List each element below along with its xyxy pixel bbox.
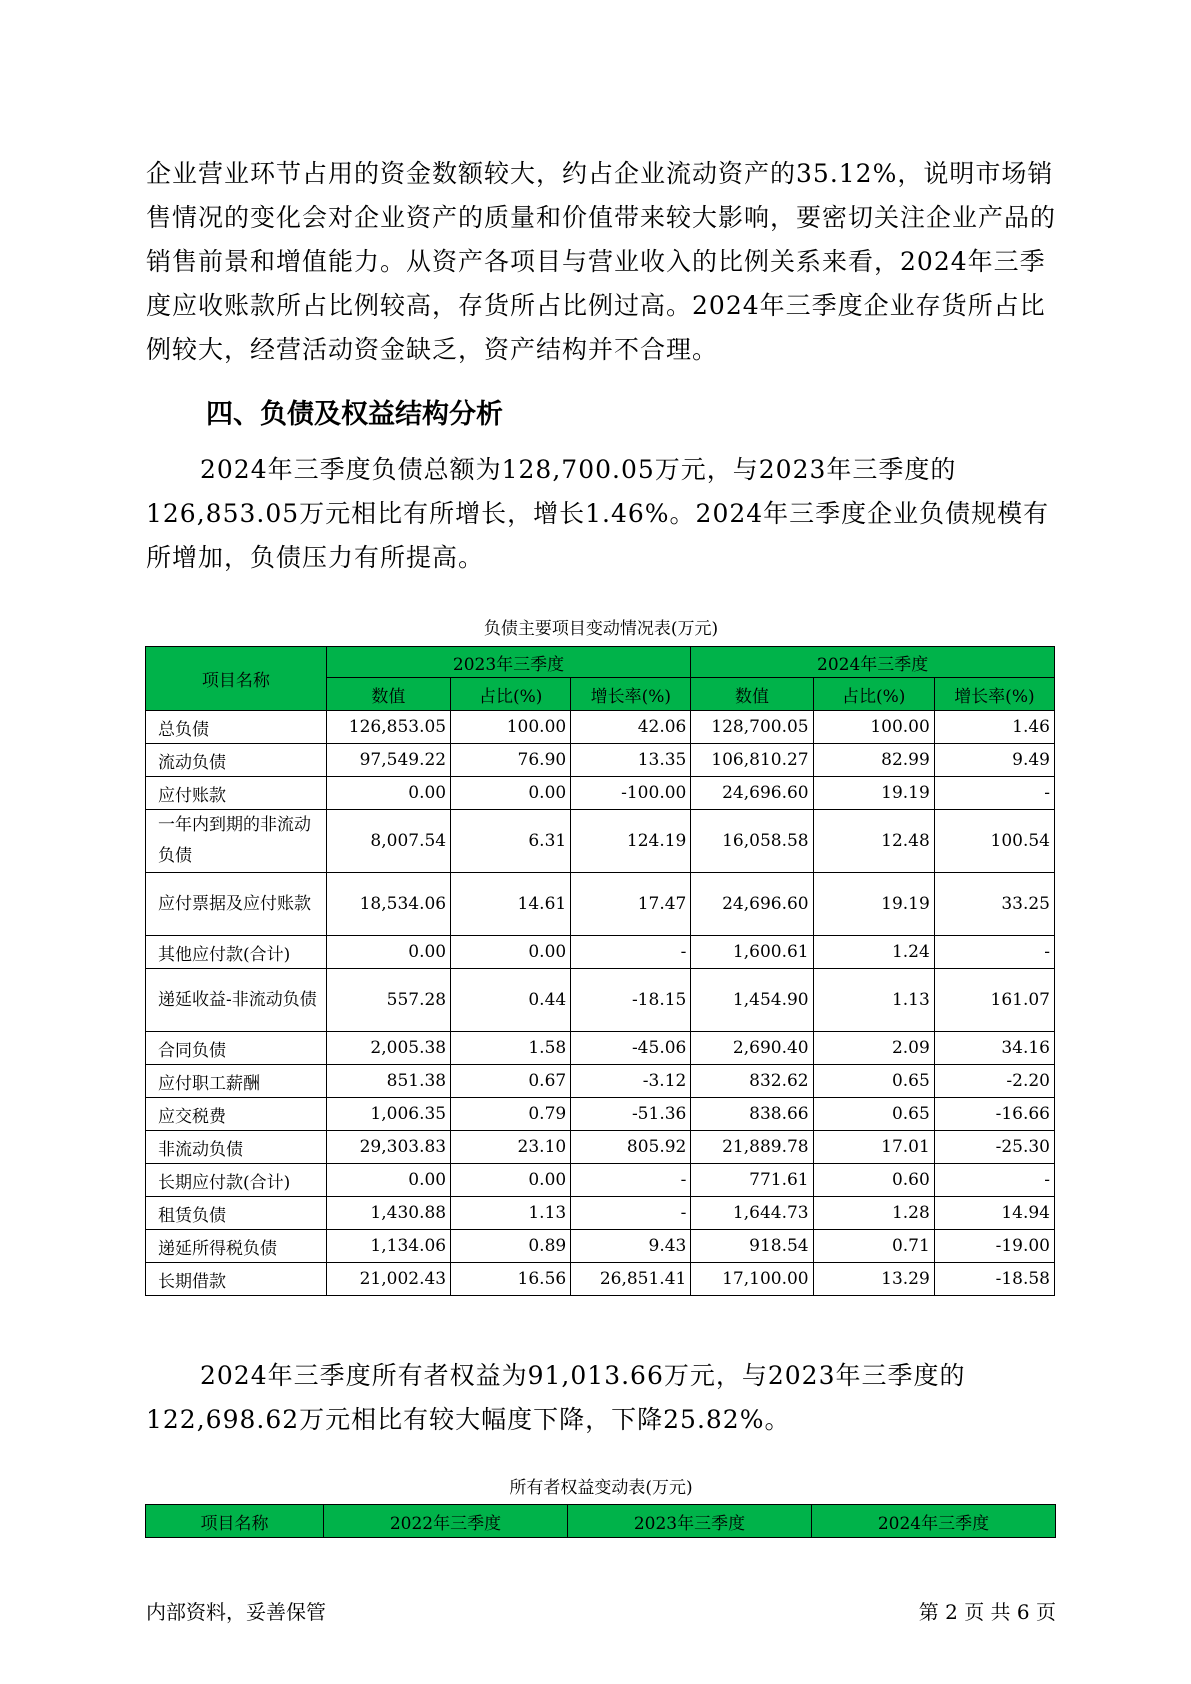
- ratio-2024: 12.48: [813, 810, 934, 873]
- ratio-2024: 100.00: [813, 711, 934, 744]
- value-2024: 838.66: [691, 1098, 813, 1131]
- growth-2024: 14.94: [934, 1197, 1054, 1230]
- ratio-2024: 0.65: [813, 1065, 934, 1098]
- ratio-2023: 23.10: [451, 1131, 571, 1164]
- value-2023: 21,002.43: [326, 1263, 450, 1296]
- row-name: 长期应付款(合计): [146, 1164, 327, 1197]
- ratio-2024: 2.09: [813, 1032, 934, 1065]
- growth-2023: -: [571, 1197, 691, 1230]
- subheader-ratio: 占比(%): [813, 678, 934, 711]
- table-row: [146, 1263, 1055, 1296]
- subheader-ratio: 占比(%): [451, 678, 571, 711]
- growth-2024: -25.30: [934, 1131, 1054, 1164]
- row-name: 合同负债: [146, 1032, 327, 1065]
- value-2023: 29,303.83: [326, 1131, 450, 1164]
- table-caption-liabilities: 负债主要项目变动情况表(万元): [483, 619, 719, 639]
- row-name: 应交税费: [146, 1098, 327, 1131]
- ratio-2023: 0.67: [451, 1065, 571, 1098]
- ratio-2023: 0.79: [451, 1098, 571, 1131]
- ratio-2023: 0.89: [451, 1230, 571, 1263]
- growth-2023: 42.06: [571, 711, 691, 744]
- header-period-2023: 2023年三季度: [568, 1505, 812, 1538]
- value-2024: 16,058.58: [691, 810, 813, 873]
- value-2023: 126,853.05: [326, 711, 450, 744]
- row-name: 递延所得税负债: [146, 1230, 327, 1263]
- growth-2024: 9.49: [934, 744, 1054, 777]
- value-2024: 1,600.61: [691, 936, 813, 969]
- header-period-2024: 2024年三季度: [812, 1505, 1056, 1538]
- ratio-2024: 1.24: [813, 936, 934, 969]
- table-row: [146, 1164, 1055, 1197]
- value-2023: 97,549.22: [326, 744, 450, 777]
- value-2023: 851.38: [326, 1065, 450, 1098]
- header-period-2024: 2024年三季度: [691, 647, 1055, 678]
- value-2024: 1,644.73: [691, 1197, 813, 1230]
- growth-2023: 26,851.41: [571, 1263, 691, 1296]
- equity-table: [145, 1504, 1056, 1538]
- growth-2024: 1.46: [934, 711, 1054, 744]
- growth-2023: -3.12: [571, 1065, 691, 1098]
- ratio-2023: 6.31: [451, 810, 571, 873]
- ratio-2023: 1.13: [451, 1197, 571, 1230]
- growth-2024: -: [934, 1164, 1054, 1197]
- growth-2023: 13.35: [571, 744, 691, 777]
- row-name: 长期借款: [146, 1263, 327, 1296]
- subheader-value: 数值: [326, 678, 450, 711]
- header-period-2022: 2022年三季度: [324, 1505, 568, 1538]
- table-row: [146, 936, 1055, 969]
- value-2024: 17,100.00: [691, 1263, 813, 1296]
- table-row: [146, 810, 1055, 873]
- table-row: [146, 1131, 1055, 1164]
- growth-2023: 124.19: [571, 810, 691, 873]
- value-2023: 1,430.88: [326, 1197, 450, 1230]
- ratio-2023: 0.00: [451, 777, 571, 810]
- value-2023: 18,534.06: [326, 873, 450, 936]
- row-name: 总负债: [146, 711, 327, 744]
- growth-2023: 9.43: [571, 1230, 691, 1263]
- value-2023: 1,006.35: [326, 1098, 450, 1131]
- ratio-2023: 100.00: [451, 711, 571, 744]
- ratio-2024: 0.60: [813, 1164, 934, 1197]
- table-row: [146, 777, 1055, 810]
- ratio-2023: 14.61: [451, 873, 571, 936]
- value-2024: 24,696.60: [691, 873, 813, 936]
- table-row: [146, 1197, 1055, 1230]
- table-row: [146, 1032, 1055, 1065]
- growth-2024: -16.66: [934, 1098, 1054, 1131]
- value-2024: 106,810.27: [691, 744, 813, 777]
- value-2023: 0.00: [326, 936, 450, 969]
- row-name: 流动负债: [146, 744, 327, 777]
- value-2024: 832.62: [691, 1065, 813, 1098]
- footer-page-number: 第 2 页 共 6 页: [918, 1600, 1056, 1624]
- row-name: 应付账款: [146, 777, 327, 810]
- growth-2023: 805.92: [571, 1131, 691, 1164]
- table-row: [146, 711, 1055, 744]
- section-heading: 四、负债及权益结构分析: [206, 399, 503, 430]
- ratio-2024: 0.71: [813, 1230, 934, 1263]
- footer-confidential: 内部资料，妥善保管: [146, 1600, 326, 1624]
- value-2023: 557.28: [326, 969, 450, 1032]
- row-name: 应付职工薪酬: [146, 1065, 327, 1098]
- value-2024: 21,889.78: [691, 1131, 813, 1164]
- row-name: 其他应付款(合计): [146, 936, 327, 969]
- ratio-2023: 0.00: [451, 1164, 571, 1197]
- ratio-2024: 13.29: [813, 1263, 934, 1296]
- paragraph-liabilities: 2024年三季度负债总额为128,700.05万元，与2023年三季度的126,853.05万元相比有所增长，增长1.46%。2024年三季度企业负债规模有所增加，负债压力有所提高。: [146, 455, 1050, 572]
- paragraph-equity: 2024年三季度所有者权益为91,013.66万元，与2023年三季度的122,698.62万元相比有较大幅度下降，下降25.82%。: [146, 1361, 966, 1434]
- ratio-2023: 76.90: [451, 744, 571, 777]
- ratio-2023: 1.58: [451, 1032, 571, 1065]
- table-row: [146, 1065, 1055, 1098]
- growth-2024: 100.54: [934, 810, 1054, 873]
- header-item-name: 项目名称: [146, 647, 327, 711]
- value-2023: 0.00: [326, 777, 450, 810]
- growth-2024: 34.16: [934, 1032, 1054, 1065]
- growth-2023: 17.47: [571, 873, 691, 936]
- ratio-2024: 1.13: [813, 969, 934, 1032]
- ratio-2023: 0.00: [451, 936, 571, 969]
- liabilities-table: [145, 646, 1055, 1296]
- subheader-growth: 增长率(%): [934, 678, 1054, 711]
- growth-2024: -: [934, 777, 1054, 810]
- value-2024: 1,454.90: [691, 969, 813, 1032]
- ratio-2024: 19.19: [813, 873, 934, 936]
- subheader-value: 数值: [691, 678, 813, 711]
- growth-2023: -: [571, 936, 691, 969]
- value-2023: 1,134.06: [326, 1230, 450, 1263]
- row-name: 递延收益-非流动负债: [146, 969, 327, 1032]
- growth-2023: -45.06: [571, 1032, 691, 1065]
- table-row: [146, 1098, 1055, 1131]
- growth-2024: 161.07: [934, 969, 1054, 1032]
- growth-2023: -100.00: [571, 777, 691, 810]
- table-row: [146, 873, 1055, 936]
- table-row: [146, 1230, 1055, 1263]
- value-2024: 2,690.40: [691, 1032, 813, 1065]
- table-row: [146, 969, 1055, 1032]
- growth-2024: 33.25: [934, 873, 1054, 936]
- growth-2023: -18.15: [571, 969, 691, 1032]
- header-item-name: 项目名称: [146, 1505, 324, 1538]
- growth-2024: -: [934, 936, 1054, 969]
- ratio-2024: 0.65: [813, 1098, 934, 1131]
- value-2024: 771.61: [691, 1164, 813, 1197]
- row-name: 应付票据及应付账款: [146, 873, 327, 936]
- paragraph-asset-structure: 企业营业环节占用的资金数额较大，约占企业流动资产的35.12%，说明市场销售情况的变化会对企业资产的质量和价值带来较大影响，要密切关注企业产品的销售前景和增值能力。从资产各项目与营业收入的比例关系来看，2024年三季度应收账款所占比例较高，存货所占比例过高。2024年三季度企业存货所占比例较大，经营活动资金缺乏，资产结构并不合理。: [146, 159, 1057, 364]
- ratio-2023: 16.56: [451, 1263, 571, 1296]
- value-2024: 918.54: [691, 1230, 813, 1263]
- growth-2024: -18.58: [934, 1263, 1054, 1296]
- subheader-growth: 增长率(%): [571, 678, 691, 711]
- ratio-2024: 82.99: [813, 744, 934, 777]
- row-name: 租赁负债: [146, 1197, 327, 1230]
- ratio-2023: 0.44: [451, 969, 571, 1032]
- ratio-2024: 17.01: [813, 1131, 934, 1164]
- table-row: [146, 744, 1055, 777]
- value-2023: 8,007.54: [326, 810, 450, 873]
- ratio-2024: 19.19: [813, 777, 934, 810]
- growth-2024: -2.20: [934, 1065, 1054, 1098]
- growth-2023: -51.36: [571, 1098, 691, 1131]
- header-period-2023: 2023年三季度: [326, 647, 691, 678]
- growth-2024: -19.00: [934, 1230, 1054, 1263]
- value-2023: 0.00: [326, 1164, 450, 1197]
- value-2023: 2,005.38: [326, 1032, 450, 1065]
- row-name: 非流动负债: [146, 1131, 327, 1164]
- value-2024: 24,696.60: [691, 777, 813, 810]
- value-2024: 128,700.05: [691, 711, 813, 744]
- growth-2023: -: [571, 1164, 691, 1197]
- row-name: 一年内到期的非流动负债: [146, 810, 327, 873]
- table-caption-equity: 所有者权益变动表(万元): [509, 1478, 693, 1498]
- ratio-2024: 1.28: [813, 1197, 934, 1230]
